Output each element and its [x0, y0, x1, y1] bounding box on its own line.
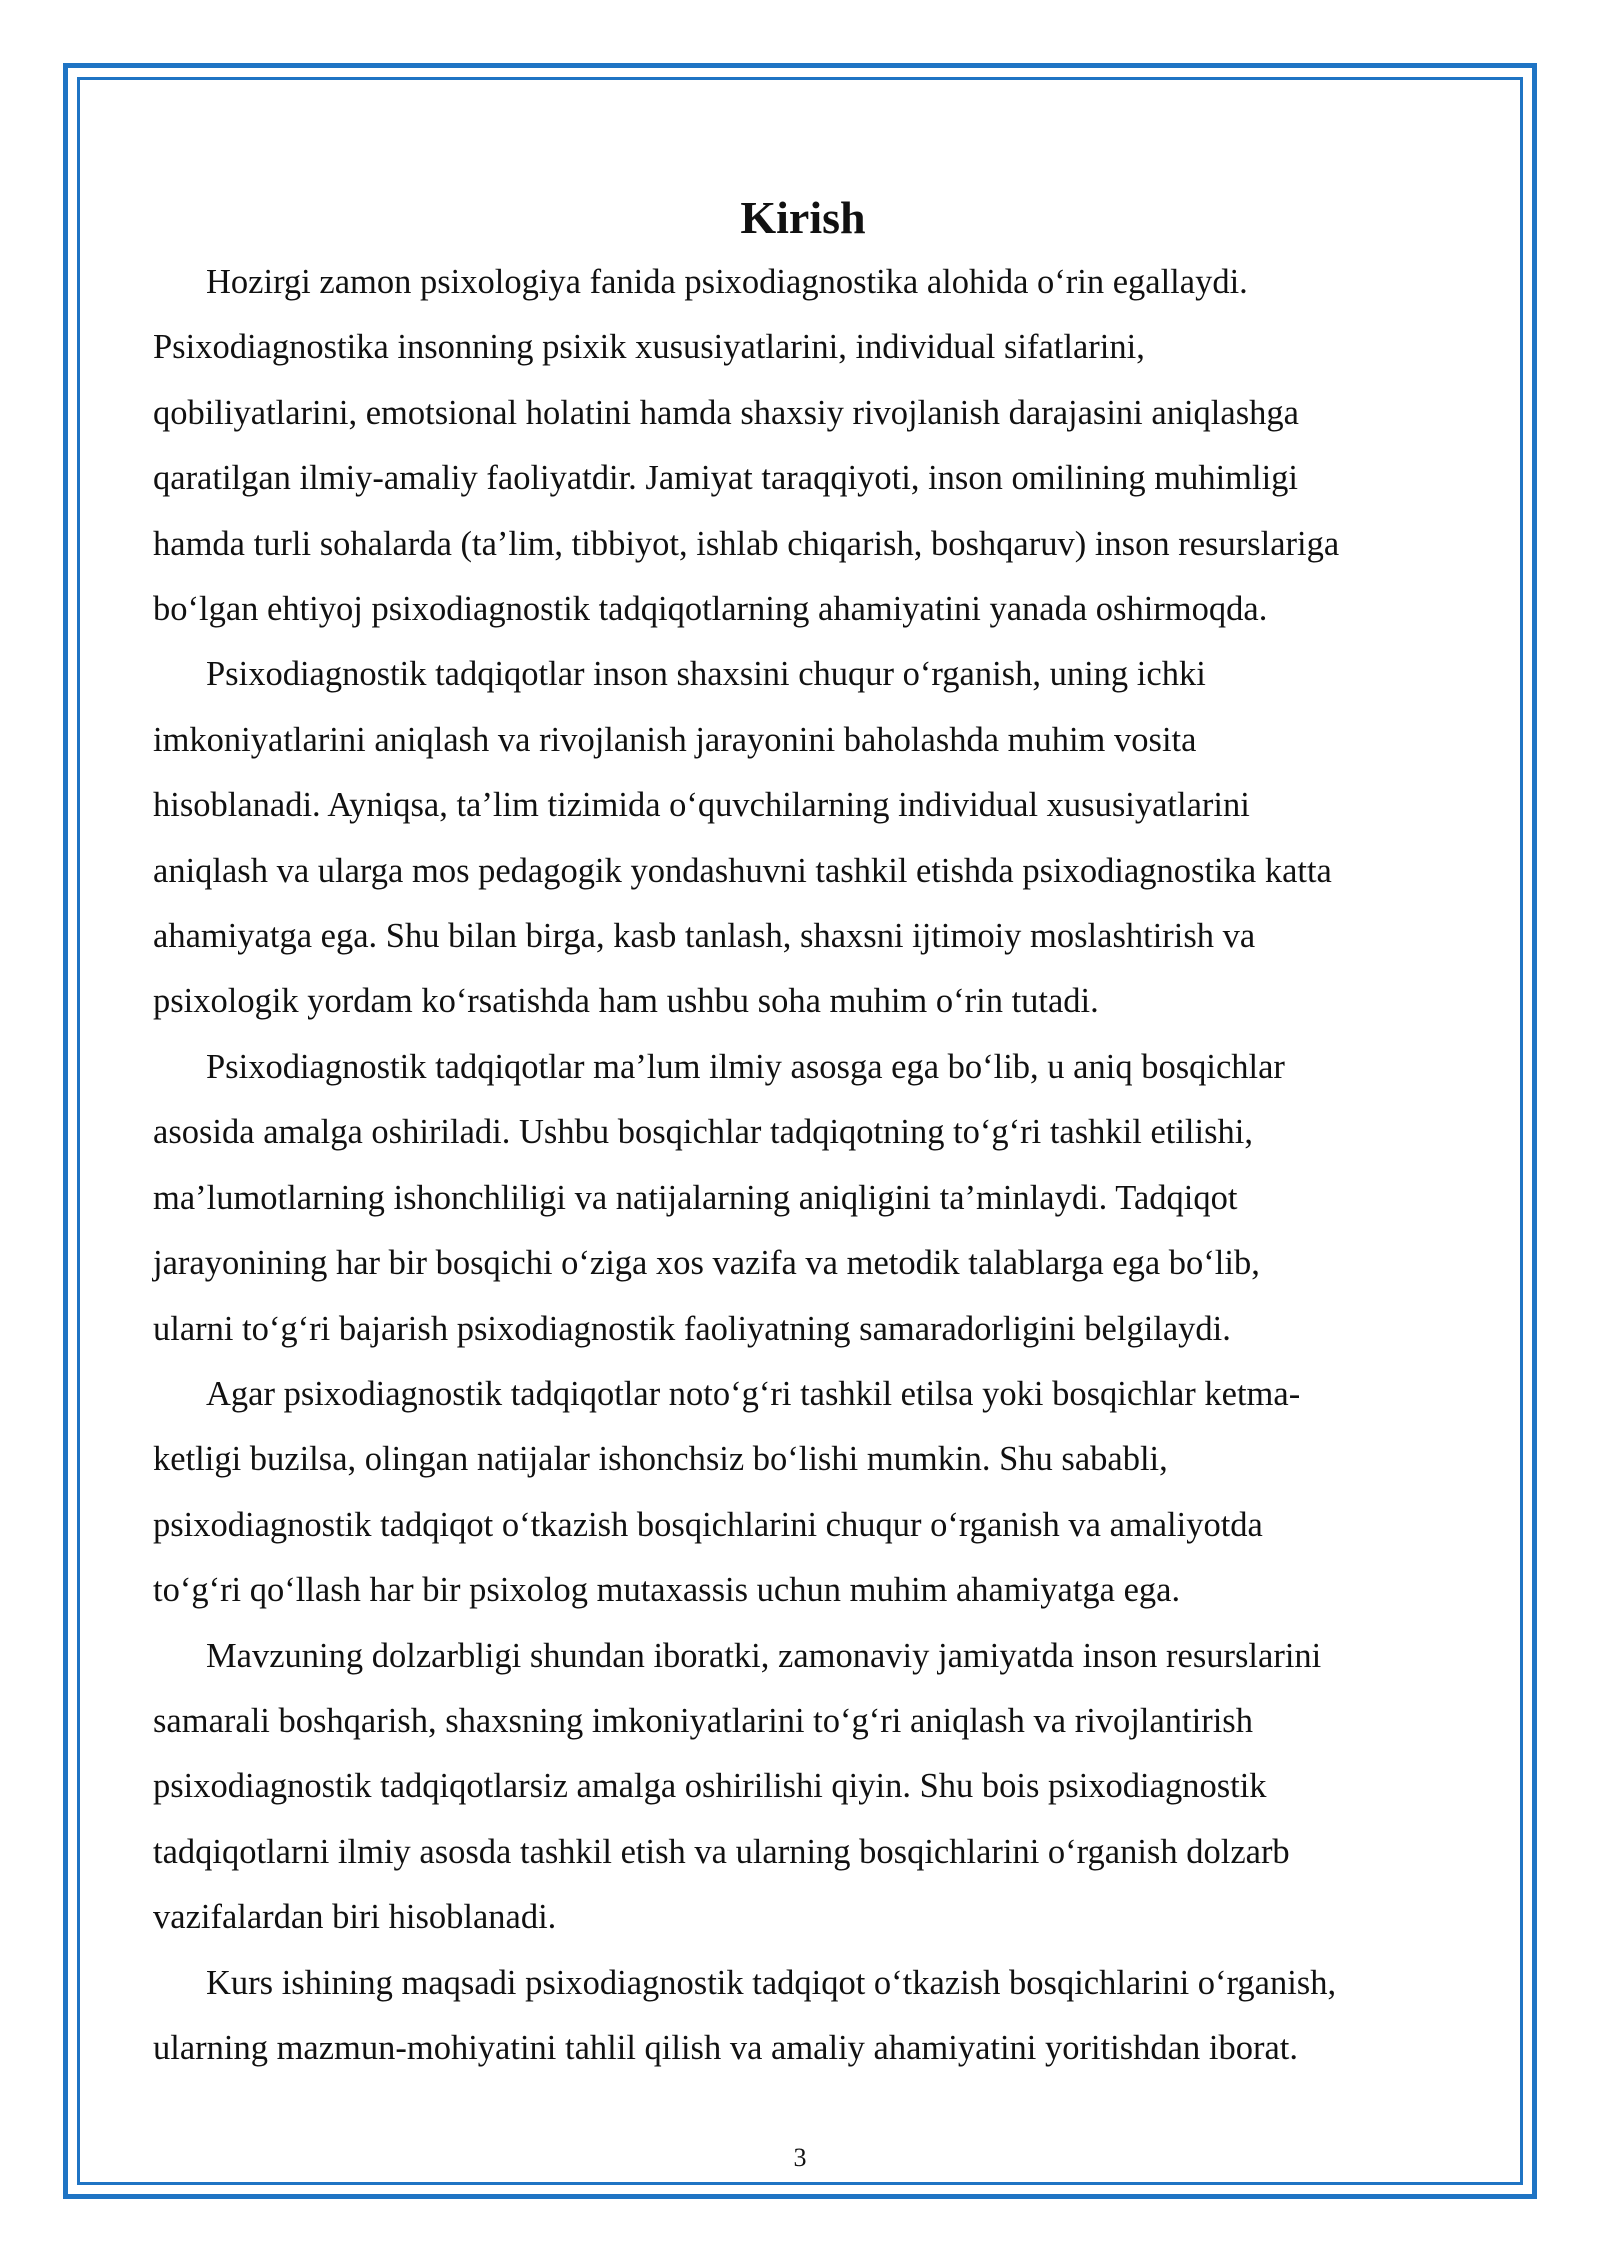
- text-line: psixologik yordam ko‘rsatishda ham ushbu soha muhim o‘rin tutadi.: [153, 982, 1099, 1021]
- text-line: to‘g‘ri qo‘llash har bir psixolog mutaxassis uchun muhim ahamiyatga ega.: [153, 1571, 1181, 1610]
- text-line: vazifalardan biri hisoblanadi.: [153, 1898, 557, 1937]
- text-line: Agar psixodiagnostik tadqiqotlar noto‘g‘ri tashkil etilsa yoki bosqichlar ketma-: [206, 1374, 1301, 1413]
- text-line: qobiliyatlarini, emotsional holatini hamda shaxsiy rivojlanish darajasini aniqlashga: [153, 393, 1299, 432]
- text-line: tadqiqotlarni ilmiy asosda tashkil etish va ularning bosqichlarini o‘rganish dolzarb: [153, 1832, 1290, 1871]
- text-line: ahamiyatga ega. Shu bilan birga, kasb tanlash, shaxsni ijtimoiy moslashtirish va: [153, 917, 1256, 956]
- text-line: qaratilgan ilmiy-amaliy faoliyatdir. Jamiyat taraqqiyoti, inson omilining muhimligi: [153, 459, 1299, 498]
- text-line: Mavzuning dolzarbligi shundan iboratki, zamonaviy jamiyatda inson resurslarini: [206, 1636, 1322, 1675]
- page-title: Kirish: [740, 192, 866, 243]
- paragraph-3: [153, 1035, 1453, 1362]
- text-line: ma’lumotlarning ishonchliligi va natijalarning aniqligini ta’minlaydi. Tadqiqot: [153, 1178, 1238, 1217]
- page-number: 3: [793, 2143, 807, 2172]
- text-line: aniqlash va ularga mos pedagogik yondashuvni tashkil etishda psixodiagnostika katta: [153, 851, 1332, 890]
- text-line: imkoniyatlarini aniqlash va rivojlanish jarayonini baholashda muhim vosita: [153, 720, 1197, 759]
- text-line: asosida amalga oshiriladi. Ushbu bosqichlar tadqiqotning to‘g‘ri tashkil etilishi,: [153, 1113, 1253, 1152]
- text-line: Psixodiagnostik tadqiqotlar ma’lum ilmiy asosga ega bo‘lib, u aniq bosqichlar: [206, 1047, 1285, 1086]
- text-line: bo‘lgan ehtiyoj psixodiagnostik tadqiqotlarning ahamiyatini yanada oshirmoqda.: [153, 590, 1268, 629]
- paragraph-5: [153, 1624, 1453, 1951]
- text-line: ularning mazmun-mohiyatini tahlil qilish va amaliy ahamiyatini yoritishdan iborat.: [153, 2028, 1298, 2067]
- paragraph-6: [153, 1951, 1453, 2082]
- paragraph-4: [153, 1362, 1453, 1624]
- text-line: psixodiagnostik tadqiqot o‘tkazish bosqichlarini chuqur o‘rganish va amaliyotda: [153, 1505, 1263, 1544]
- paragraph-1: [153, 250, 1453, 642]
- text-line: ularni to‘g‘ri bajarish psixodiagnostik faoliyatning samaradorligini belgilaydi.: [153, 1309, 1231, 1348]
- text-line: Hozirgi zamon psixologiya fanida psixodiagnostika alohida o‘rin egallaydi.: [206, 263, 1248, 301]
- text-line: psixodiagnostik tadqiqotlarsiz amalga oshirilishi qiyin. Shu bois psixodiagnostik: [153, 1767, 1267, 1806]
- document-body: [153, 186, 1453, 2081]
- text-line: samarali boshqarish, shaxsning imkoniyatlarini to‘g‘ri aniqlash va rivojlantirish: [153, 1701, 1253, 1740]
- text-line: jarayonining har bir bosqichi o‘ziga xos vazifa va metodik talablarga ega bo‘lib,: [153, 1244, 1260, 1283]
- text-line: Kurs ishining maqsadi psixodiagnostik tadqiqot o‘tkazish bosqichlarini o‘rganish,: [206, 1963, 1337, 2002]
- text-line: Psixodiagnostika insonning psixik xususiyatlarini, individual sifatlarini,: [153, 328, 1145, 367]
- text-line: Psixodiagnostik tadqiqotlar inson shaxsini chuqur o‘rganish, uning ichki: [206, 655, 1206, 694]
- text-line: hisoblanadi. Ayniqsa, ta’lim tizimida o‘quvchilarning individual xususiyatlarini: [153, 786, 1250, 825]
- paragraph-2: [153, 642, 1453, 1034]
- text-line: hamda turli sohalarda (ta’lim, tibbiyot, ishlab chiqarish, boshqaruv) inson resurslariga: [153, 524, 1340, 563]
- text-line: ketligi buzilsa, olingan natijalar ishonchsiz bo‘lishi mumkin. Shu sababli,: [153, 1440, 1168, 1479]
